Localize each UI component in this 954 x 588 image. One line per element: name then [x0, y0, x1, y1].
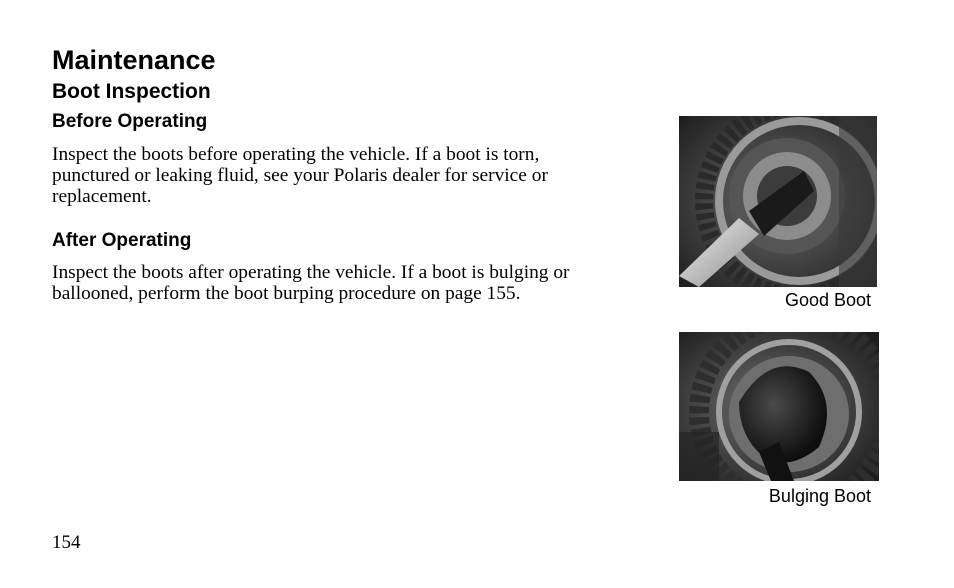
good-boot-caption: Good Boot: [784, 290, 871, 310]
page-number: 154: [52, 532, 81, 553]
before-operating-text: Inspect the boots before operating the vehicle. If a boot is torn, punctured or leaking fluid, see your Polaris dealer for service or replacement.: [52, 144, 548, 207]
good-boot-illustration: [679, 116, 877, 287]
bulging-boot-illustration: [679, 332, 879, 481]
before-operating-heading: Before Operating: [52, 111, 208, 132]
after-operating-heading: After Operating: [52, 230, 192, 251]
section-title: Boot Inspection: [52, 80, 211, 103]
good-boot-photo: [679, 116, 877, 287]
after-operating-text: Inspect the boots after operating the vehicle. If a boot is bulging or ballooned, perform the boot burping procedure on page 155.: [52, 262, 570, 304]
page-title: Maintenance: [52, 45, 216, 75]
bulging-boot-photo: [679, 332, 879, 481]
bulging-boot-caption: Bulging Boot: [768, 486, 871, 506]
